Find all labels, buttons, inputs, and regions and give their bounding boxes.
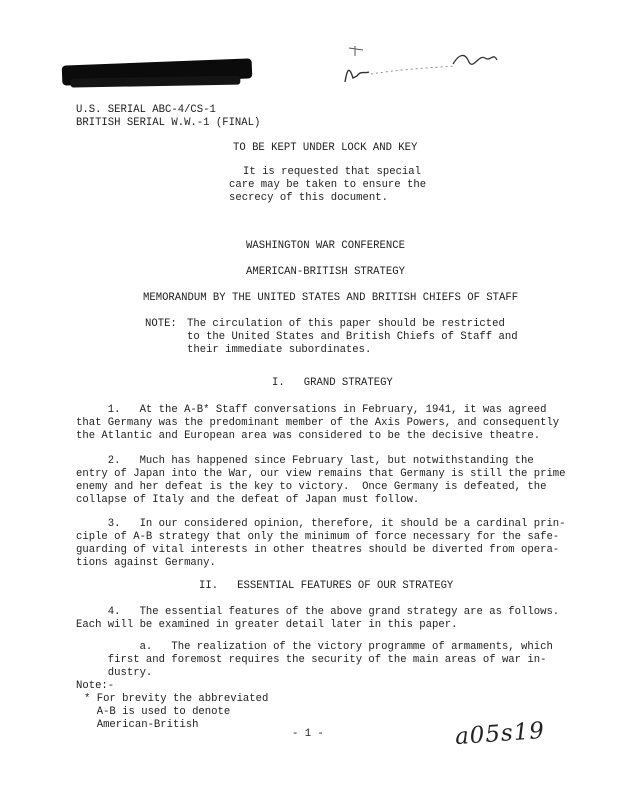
item-a: a. The realization of the victory programme of armaments, which first and foremost requires the security of the main areas of war in- dustry.: [76, 641, 553, 679]
notice-line: care may be taken to ensure the: [229, 179, 427, 191]
page-number: - 1 -: [292, 728, 324, 740]
british-serial: BRITISH SERIAL W.W.-1 (FINAL): [76, 117, 261, 129]
redaction-bar: [62, 58, 253, 85]
paragraph-2: 2. Much has happened since February last, but notwithstanding the entry of Japan into the War, our view remains that Germany is still the prime enemy and her defeat is the key to victory. Once Germany is defeated, the collapse of Italy and the defeat of Japan must follow.: [76, 455, 566, 506]
note-line: to the United States and British Chiefs of Staff and: [187, 331, 518, 343]
memorandum-title: MEMORANDUM BY THE UNITED STATES AND BRITISH CHIEFS OF STAFF: [143, 292, 519, 304]
note-line: their immediate subordinates.: [187, 344, 372, 356]
note-line: The circulation of this paper should be restricted: [187, 318, 505, 330]
section-heading-grand-strategy: I. GRAND STRATEGY: [272, 377, 393, 389]
footnote-label: Note:-: [76, 680, 115, 692]
notice-title: TO BE KEPT UNDER LOCK AND KEY: [233, 142, 418, 154]
notice-line: It is requested that special: [243, 166, 422, 178]
conference-name: WASHINGTON WAR CONFERENCE: [246, 240, 405, 252]
paragraph-3: 3. In our considered opinion, therefore, it should be a cardinal prin- ciple of A-B strategy that only the minimum of force necessary for the safe- guarding of vital interests in other theatres should be diverted from opera- tions against Germany.: [76, 518, 566, 569]
notice-line: secrecy of this document.: [229, 192, 388, 204]
handwritten-scribble: [335, 40, 505, 90]
paragraph-4: 4. The essential features of the above grand strategy are as follows. Each will be examined in greater detail later in this paper.: [76, 606, 560, 631]
us-serial: U.S. SERIAL ABC-4/CS-1: [76, 104, 216, 116]
handwritten-document-id: a05s19: [454, 717, 546, 751]
footnote-line: A-B is used to denote: [84, 706, 231, 718]
footnote-line: * For brevity the abbreviated: [84, 693, 269, 705]
conference-subject: AMERICAN-BRITISH STRATEGY: [246, 266, 405, 278]
section-heading-essential-features: II. ESSENTIAL FEATURES OF OUR STRATEGY: [199, 580, 454, 592]
footnote-line: American-British: [84, 719, 199, 731]
note-label: NOTE:: [145, 318, 177, 330]
paragraph-1: 1. At the A-B* Staff conversations in February, 1941, it was agreed that Germany was the predominant member of the Axis Powers, and consequently the Atlantic and European area was considered to be the decisive theatre.: [76, 404, 560, 442]
